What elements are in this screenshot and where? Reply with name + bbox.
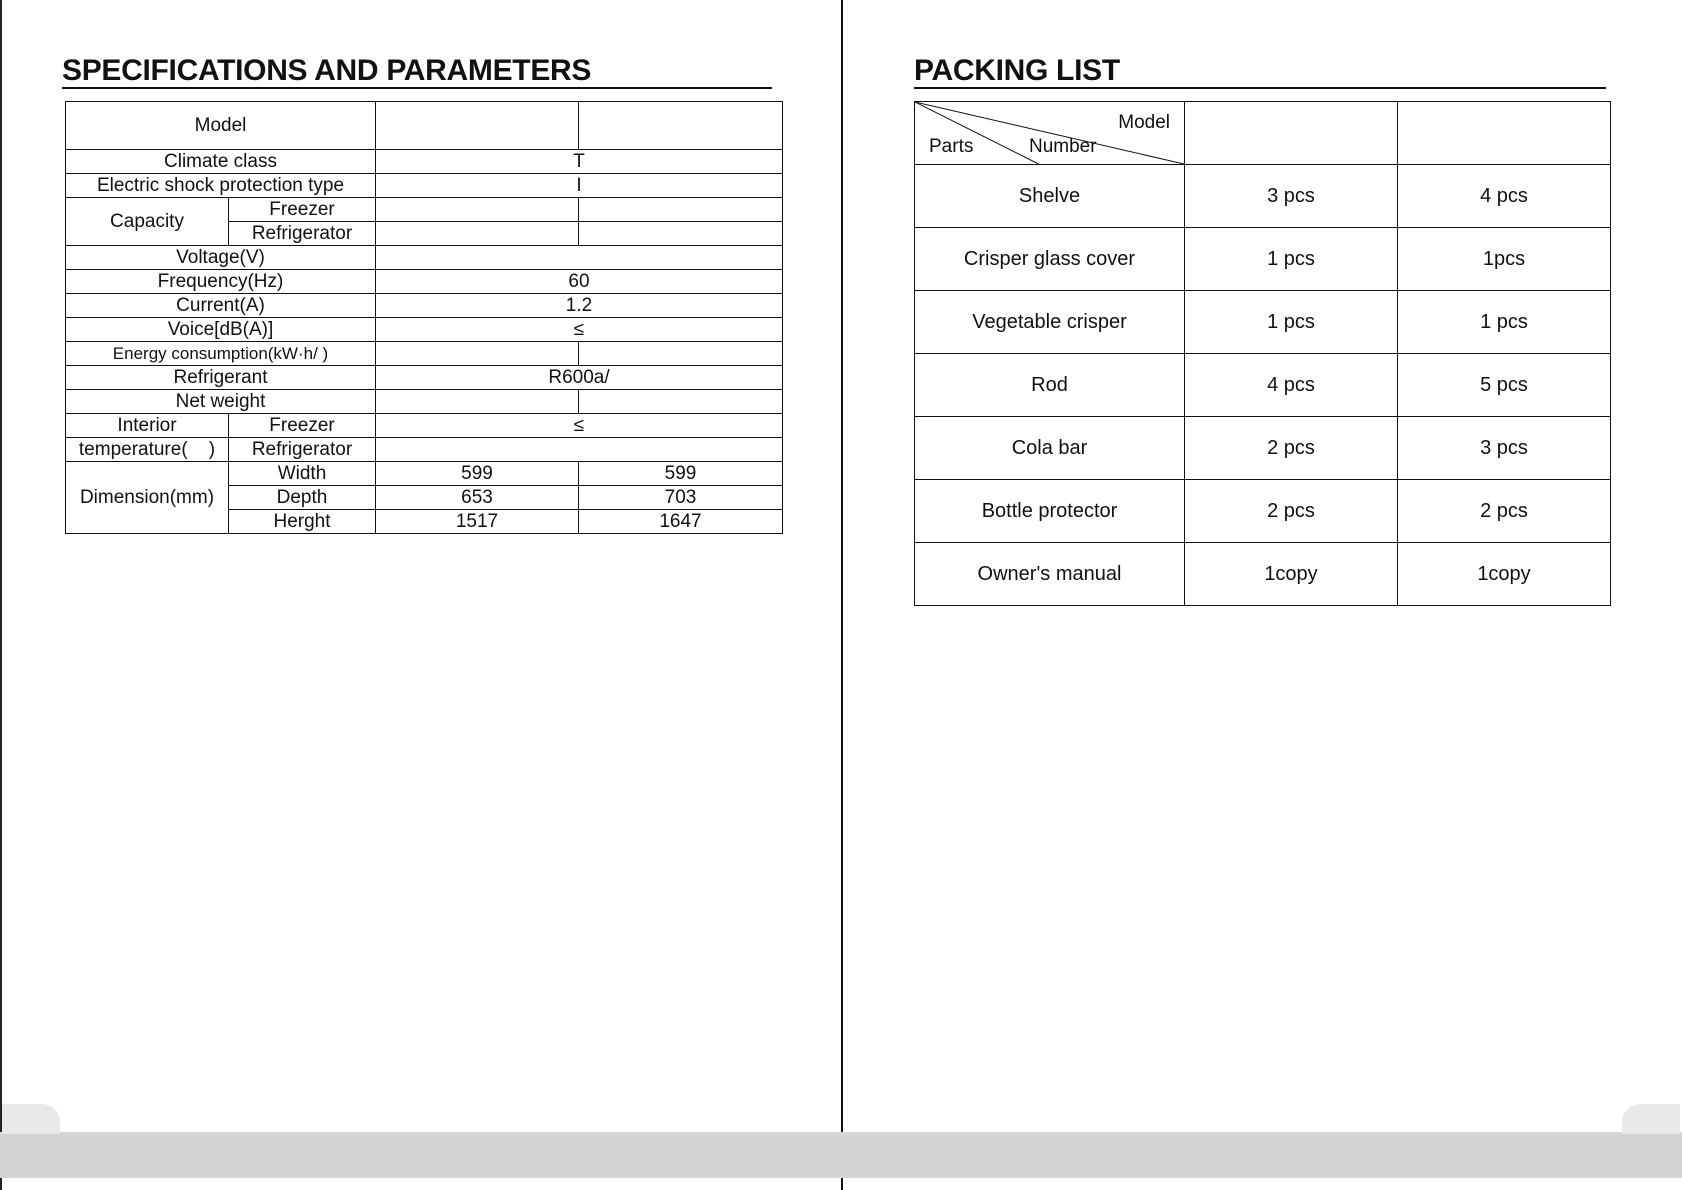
left-page-edge	[0, 0, 2, 1190]
spec-cell	[376, 102, 579, 150]
table-row	[66, 174, 783, 198]
spec-cell	[376, 198, 579, 222]
part-qty-b: 5 pcs	[1398, 354, 1611, 417]
part-qty-b: 1 pcs	[1398, 291, 1611, 354]
spec-label-voice: Voice[dB(A)]	[66, 318, 376, 342]
part-qty-a: 1 pcs	[1185, 291, 1398, 354]
part-name: Rod	[915, 354, 1185, 417]
table-row	[66, 366, 783, 390]
spec-label-refrigerant: Refrigerant	[66, 366, 376, 390]
spec-label-interior-temp-line2: temperature( )	[66, 438, 229, 462]
part-qty-a: 4 pcs	[1185, 354, 1398, 417]
table-row	[915, 543, 1611, 606]
spec-label-interior-refrigerator: Refrigerator	[229, 438, 376, 462]
part-name: Shelve	[915, 165, 1185, 228]
spec-cell	[376, 246, 783, 270]
header-model-a	[1185, 102, 1398, 165]
spec-value-height-b: 1647	[579, 510, 783, 534]
table-row	[915, 228, 1611, 291]
spec-label-model: Model	[66, 102, 376, 150]
spec-cell	[579, 198, 783, 222]
spec-label-climate-class: Climate class	[66, 150, 376, 174]
spec-label-interior-freezer: Freezer	[229, 414, 376, 438]
footer-tab-right	[1622, 1104, 1680, 1134]
part-name: Owner's manual	[915, 543, 1185, 606]
part-qty-b: 1pcs	[1398, 228, 1611, 291]
part-qty-a: 2 pcs	[1185, 480, 1398, 543]
footer-band	[0, 1132, 1682, 1178]
header-model-label: Model	[1118, 112, 1170, 133]
part-qty-b: 3 pcs	[1398, 417, 1611, 480]
spec-value-shock-protection: I	[376, 174, 783, 198]
spec-value-frequency: 60	[376, 270, 783, 294]
spec-label-capacity-freezer: Freezer	[229, 198, 376, 222]
spec-value-voice: ≤	[376, 318, 783, 342]
table-header-row	[915, 102, 1611, 165]
spec-value-refrigerant: R600a/	[376, 366, 783, 390]
spec-label-energy: Energy consumption(kW·h/ )	[66, 342, 376, 366]
spec-label-net-weight: Net weight	[66, 390, 376, 414]
table-row	[66, 414, 783, 438]
spec-label-height: Herght	[229, 510, 376, 534]
spec-cell	[579, 390, 783, 414]
spec-cell	[579, 102, 783, 150]
spec-value-depth-a: 653	[376, 486, 579, 510]
part-qty-b: 2 pcs	[1398, 480, 1611, 543]
spec-value-interior-freezer: ≤	[376, 414, 783, 438]
table-row	[66, 270, 783, 294]
table-row	[66, 318, 783, 342]
page-gutter	[841, 0, 843, 1190]
table-row	[66, 438, 783, 462]
header-number-label: Number	[1029, 136, 1097, 157]
header-model-b	[1398, 102, 1611, 165]
spec-value-width-a: 599	[376, 462, 579, 486]
packing-list-table	[914, 101, 1611, 606]
spec-label-frequency: Frequency(Hz)	[66, 270, 376, 294]
part-name: Crisper glass cover	[915, 228, 1185, 291]
spec-label-capacity-refrigerator: Refrigerator	[229, 222, 376, 246]
spec-value-current: 1.2	[376, 294, 783, 318]
table-row	[915, 354, 1611, 417]
spec-value-width-b: 599	[579, 462, 783, 486]
specifications-table	[65, 101, 783, 534]
spec-cell	[579, 222, 783, 246]
spec-cell	[376, 342, 579, 366]
diagonal-header-cell	[915, 102, 1185, 165]
table-row	[66, 246, 783, 270]
part-name: Vegetable crisper	[915, 291, 1185, 354]
spec-label-capacity: Capacity	[66, 198, 229, 246]
spec-label-depth: Depth	[229, 486, 376, 510]
part-qty-a: 3 pcs	[1185, 165, 1398, 228]
spec-label-width: Width	[229, 462, 376, 486]
spec-cell	[376, 222, 579, 246]
spec-label-interior-temp-line1: Interior	[66, 414, 229, 438]
part-qty-b: 4 pcs	[1398, 165, 1611, 228]
spec-label-shock-protection: Electric shock protection type	[66, 174, 376, 198]
spec-label-voltage: Voltage(V)	[66, 246, 376, 270]
spec-value-climate-class: T	[376, 150, 783, 174]
part-name: Bottle protector	[915, 480, 1185, 543]
part-qty-a: 2 pcs	[1185, 417, 1398, 480]
table-row	[66, 198, 783, 222]
spec-value-height-a: 1517	[376, 510, 579, 534]
table-row	[66, 390, 783, 414]
spec-cell	[376, 390, 579, 414]
table-row	[66, 150, 783, 174]
spec-label-dimension: Dimension(mm)	[66, 462, 229, 534]
part-qty-a: 1copy	[1185, 543, 1398, 606]
part-name: Cola bar	[915, 417, 1185, 480]
table-row	[66, 462, 783, 486]
header-parts-label: Parts	[929, 136, 974, 157]
packing-list-title: PACKING LIST	[914, 55, 1606, 89]
table-row	[66, 102, 783, 150]
part-qty-a: 1 pcs	[1185, 228, 1398, 291]
spec-label-current: Current(A)	[66, 294, 376, 318]
table-row	[915, 291, 1611, 354]
table-row	[66, 342, 783, 366]
specifications-title: SPECIFICATIONS AND PARAMETERS	[62, 55, 772, 89]
spec-cell	[376, 438, 783, 462]
table-row	[915, 480, 1611, 543]
table-row	[915, 417, 1611, 480]
table-row	[915, 165, 1611, 228]
spec-value-depth-b: 703	[579, 486, 783, 510]
part-qty-b: 1copy	[1398, 543, 1611, 606]
table-row	[66, 294, 783, 318]
footer-tab-left	[2, 1104, 60, 1134]
spec-cell	[579, 342, 783, 366]
